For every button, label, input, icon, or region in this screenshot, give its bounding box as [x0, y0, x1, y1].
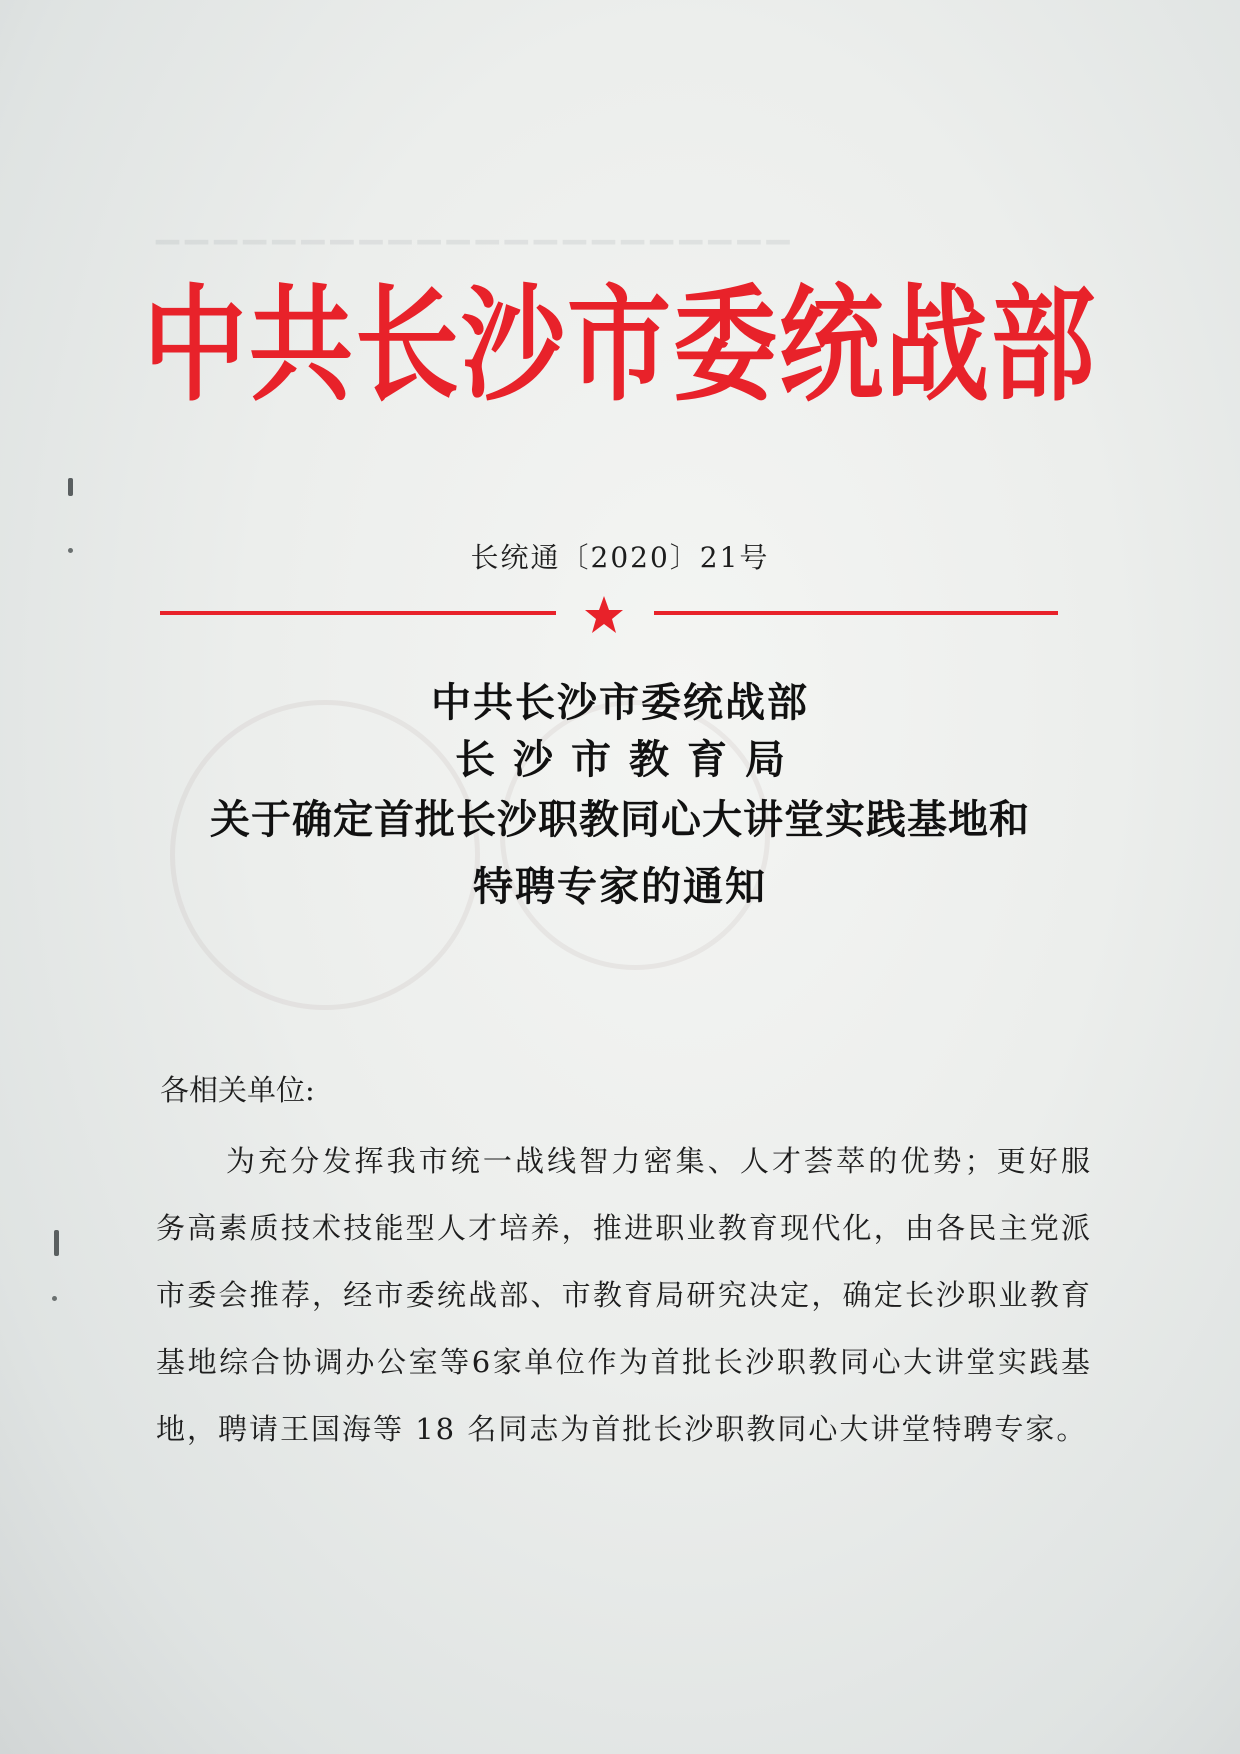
show-through-text: ▁▁▁▁▁▁▁▁▁▁▁▁▁▁▁▁▁▁▁▁▁▁ — [150, 210, 790, 245]
red-star-icon — [584, 595, 624, 635]
document-number: 长统通〔2020〕21号 — [470, 541, 770, 574]
title-line-4: 特聘专家的通知 — [473, 863, 767, 910]
salutation: 各相关单位: — [160, 1073, 315, 1107]
binding-mark — [68, 478, 73, 496]
binding-mark — [54, 1230, 59, 1256]
red-rule-left — [160, 611, 556, 615]
red-rule-right — [654, 611, 1058, 615]
title-line-3: 关于确定首批长沙职教同心大讲堂实践基地和 — [210, 796, 1030, 843]
body-paragraph: 为充分发挥我市统一战线智力密集、人才荟萃的优势；更好服务高素质技术技能型人才培养，推进职业教育现代化，由各民主党派市委会推荐，经市委统战部、市教育局研究决定，确定长沙职业教育基地综合协调办公室等6家单位作为首批长沙职教同心大讲堂实践基地，聘请王国海等 18 名同志为首批长沙职教同心大讲堂特聘专家。 — [156, 1144, 1092, 1446]
title-line-1: 中共长沙市委统战部 — [431, 679, 809, 726]
masthead: 中共长沙市委统战部 — [142, 271, 1097, 419]
title-line-2: 长沙市教育局 — [455, 736, 803, 783]
binding-dot — [52, 1296, 57, 1301]
